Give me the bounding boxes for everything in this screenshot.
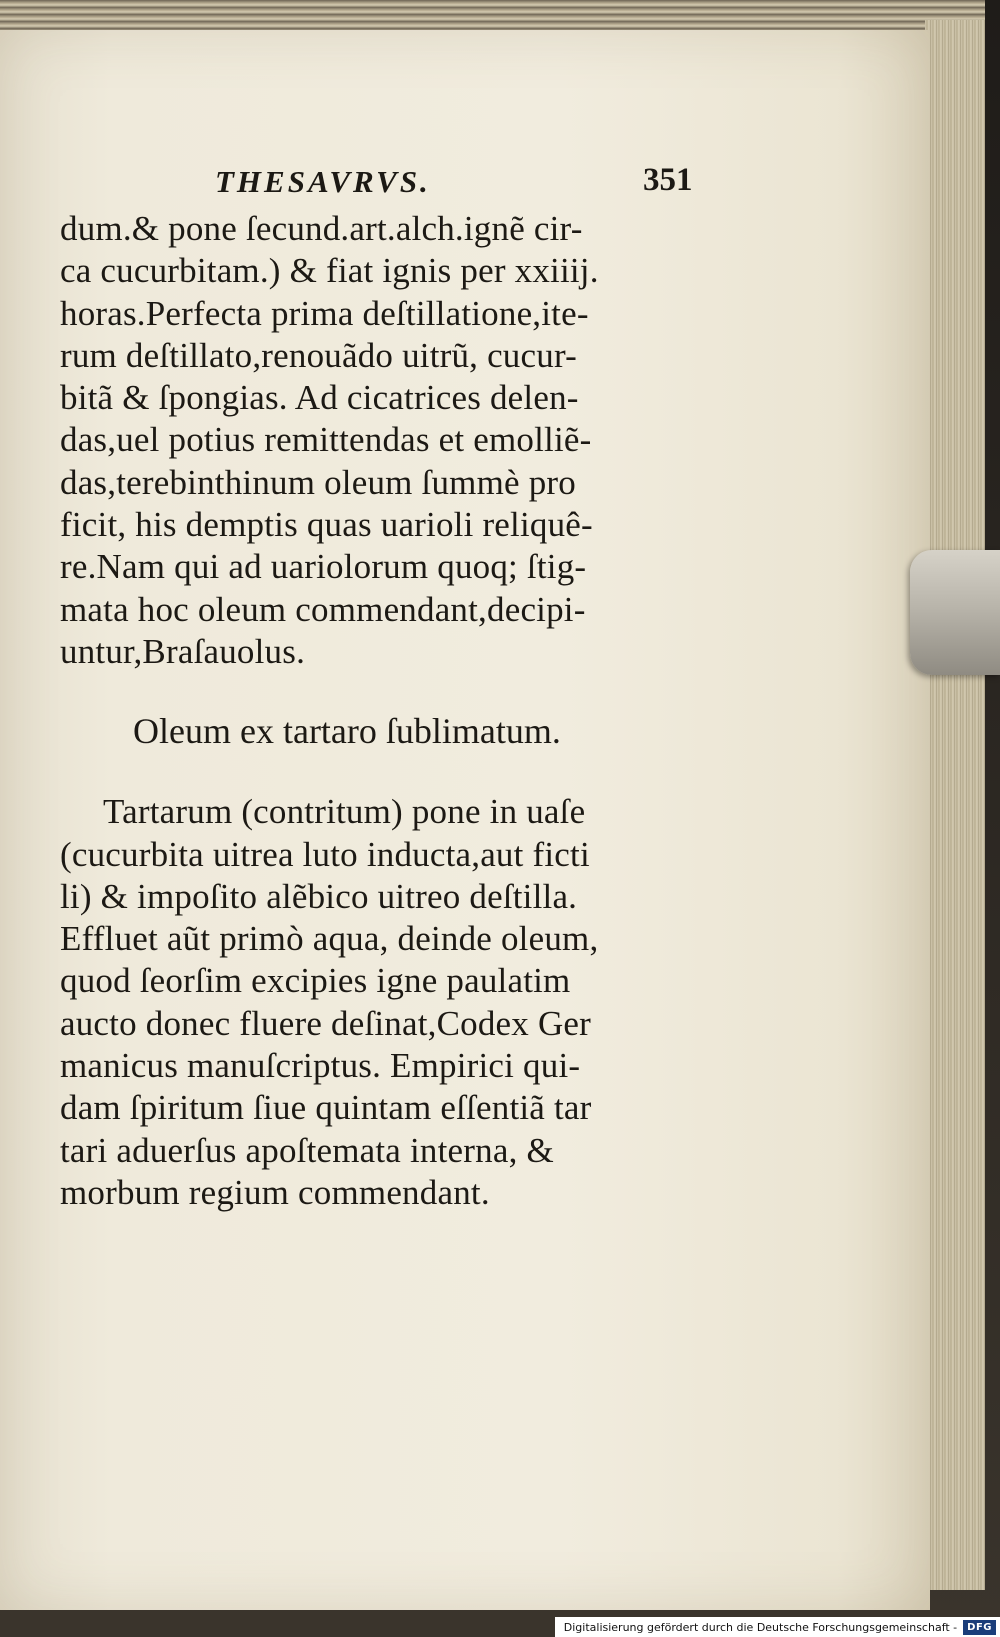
- text-line: quod ſeorſim excipies igne paulatim: [60, 961, 571, 1001]
- dfg-logo: DFG: [963, 1620, 996, 1635]
- text-line: dum.& pone ſecund.art.alch.ignẽ cir-: [60, 209, 583, 248]
- text-line: li) & impoſito alẽbico uitreo deſtilla.: [60, 876, 578, 916]
- text-line: bitã & ſpongias. Ad cicatrices delen-: [60, 378, 579, 418]
- text-line: rum deſtillato,renouãdo uitrũ, cucur-: [60, 335, 577, 375]
- running-title: THESAVRVS.: [215, 164, 431, 199]
- running-head: [60, 160, 720, 208]
- text-line: Tartarum (contritum) pone in uaſe: [103, 792, 586, 832]
- book-fore-edge: [925, 20, 985, 1590]
- text-line: aucto donec fluere deſinat,Codex Ger: [60, 1003, 592, 1043]
- text-line: mata hoc oleum commendant,decipi-: [60, 589, 586, 629]
- paragraph-1: [60, 208, 720, 673]
- text-line: horas.Perfecta prima deſtillatione,ite-: [60, 293, 589, 333]
- text-line: ca cucurbitam.) & fiat ignis per xxiiij.: [60, 251, 599, 291]
- text-line: ficit, his demptis quas uarioli reliquê-: [60, 505, 593, 545]
- text-line: manicus manuſcriptus. Empirici qui-: [60, 1046, 581, 1086]
- text-line: morbum regium commendant.: [60, 1172, 490, 1212]
- text-line: Effluet aũt primò aqua, deinde oleum,: [60, 919, 599, 959]
- paragraph-2: [60, 791, 720, 1214]
- digitization-footer: [555, 1617, 1000, 1637]
- text-line: tari aduerſus apoſtemata interna, &: [60, 1130, 554, 1170]
- page-text: [60, 160, 720, 1214]
- bookmark-tab: [910, 550, 1000, 675]
- text-line: dam ſpiritum ſiue quintam eſſentiã tar: [60, 1088, 592, 1128]
- text-line: das,uel potius remittendas et emolliẽ-: [60, 420, 592, 460]
- text-line: re.Nam qui ad uariolorum quoq; ſtig-: [60, 547, 587, 587]
- text-line: das,terebinthinum oleum ſummè pro: [60, 462, 576, 502]
- section-heading: Oleum ex tartaro ſublimatum.: [133, 711, 561, 752]
- text-line: untur,Braſauolus.: [60, 631, 306, 671]
- page-number: 351: [643, 162, 693, 198]
- text-line: (cucurbita uitrea luto inducta,aut ficti: [60, 834, 590, 874]
- footer-credit: Digitalisierung gefördert durch die Deutsche Forschungsgemeinschaft -: [563, 1620, 958, 1634]
